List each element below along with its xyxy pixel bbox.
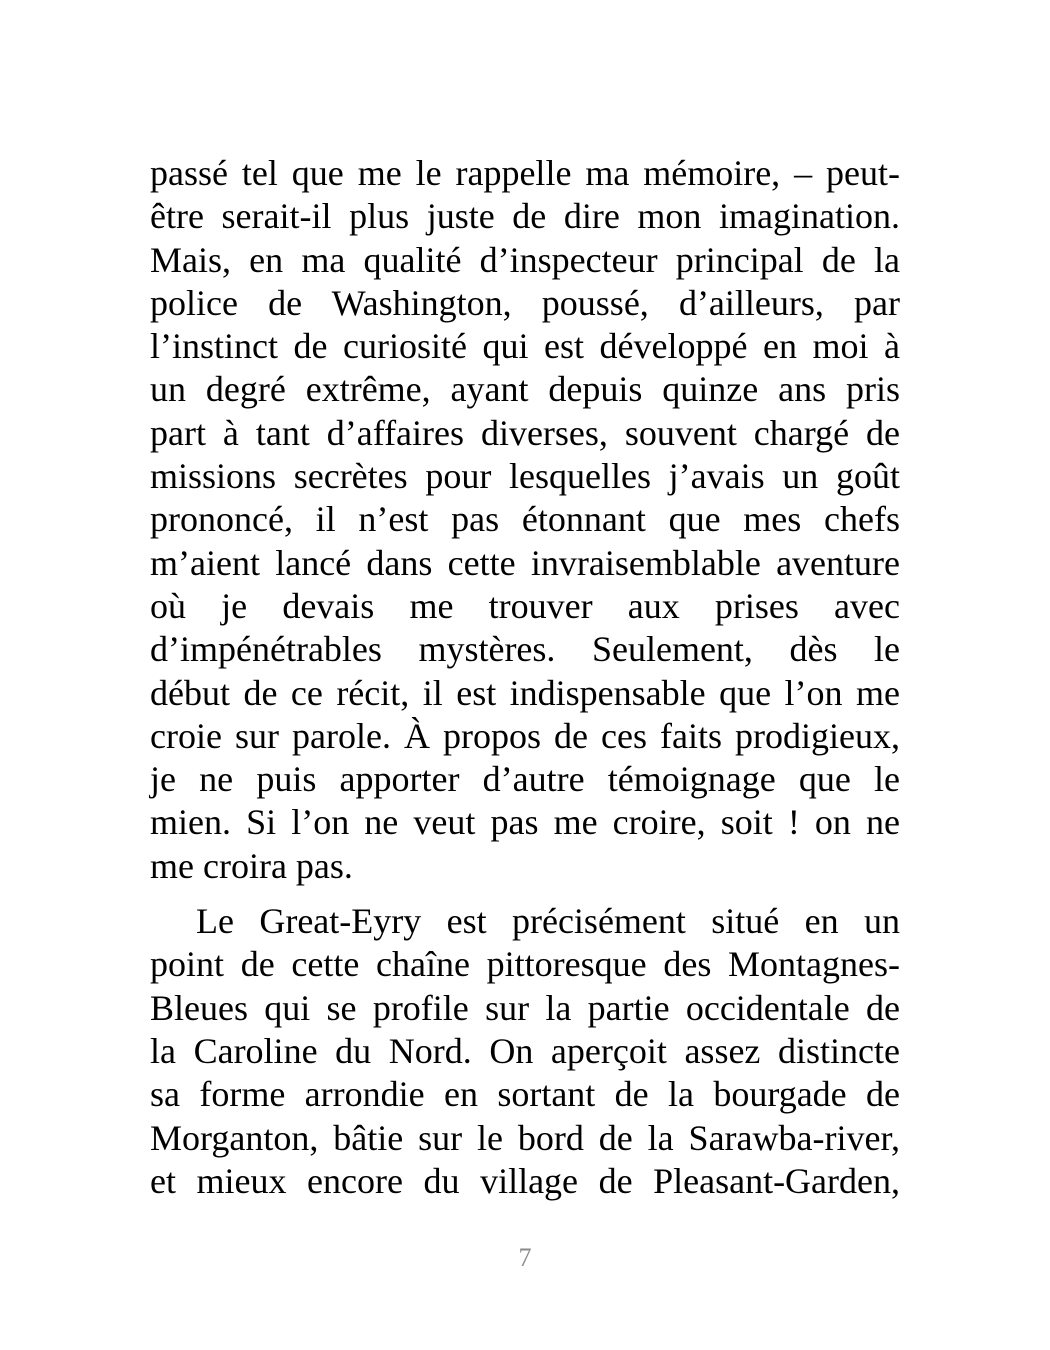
text-line: prononcé, il n’est pas étonnant que mes chefs xyxy=(150,499,900,540)
text-line: l’instinct de curiosité qui est développé en moi à xyxy=(150,326,900,367)
text-line: missions secrètes pour lesquelles j’avais un goût xyxy=(150,456,900,497)
text-line: point de cette chaîne pittoresque des Montagnes- xyxy=(150,944,900,985)
text-line: être serait-il plus juste de dire mon imagination. xyxy=(150,196,900,237)
text-line: un degré extrême, ayant depuis quinze ans pris xyxy=(150,369,900,410)
text-line: passé tel que me le rappelle ma mémoire, – peut- xyxy=(150,153,900,193)
text-line: mien. Si l’on ne veut pas me croire, soit ! on ne xyxy=(150,802,900,843)
text-line: Morganton, bâtie sur le bord de la Sarawba-river, xyxy=(150,1117,900,1158)
text-line: m’aient lancé dans cette invraisemblable aventure xyxy=(150,542,900,583)
text-line: où je devais me trouver aux prises avec xyxy=(150,585,900,626)
text-line: Mais, en ma qualité d’inspecteur principal de la xyxy=(150,239,900,280)
text-line: je ne puis apporter d’autre témoignage que le xyxy=(150,759,900,800)
text-line: Bleues qui se profile sur la partie occidentale de xyxy=(150,987,900,1028)
text-line: début de ce récit, il est indispensable que l’on me xyxy=(150,672,900,713)
text-line: sa forme arrondie en sortant de la bourgade de xyxy=(150,1074,900,1115)
text-line: me croira pas. xyxy=(150,845,353,886)
text-line: la Caroline du Nord. On aperçoit assez distincte xyxy=(150,1030,900,1071)
text-line: police de Washington, poussé, d’ailleurs, par xyxy=(150,282,900,323)
text-line: Le Great-Eyry est précisément situé en un xyxy=(196,901,900,942)
body-text xyxy=(150,152,900,1203)
paragraph-gap xyxy=(150,888,900,900)
page-number: 7 xyxy=(518,1243,532,1272)
text-line: croie sur parole. À propos de ces faits prodigieux, xyxy=(150,715,900,756)
text-line: part à tant d’affaires diverses, souvent chargé de xyxy=(150,412,900,453)
text-line: et mieux encore du village de Pleasant-Garden, xyxy=(150,1160,900,1201)
text-line: d’impénétrables mystères. Seulement, dès le xyxy=(150,629,900,670)
